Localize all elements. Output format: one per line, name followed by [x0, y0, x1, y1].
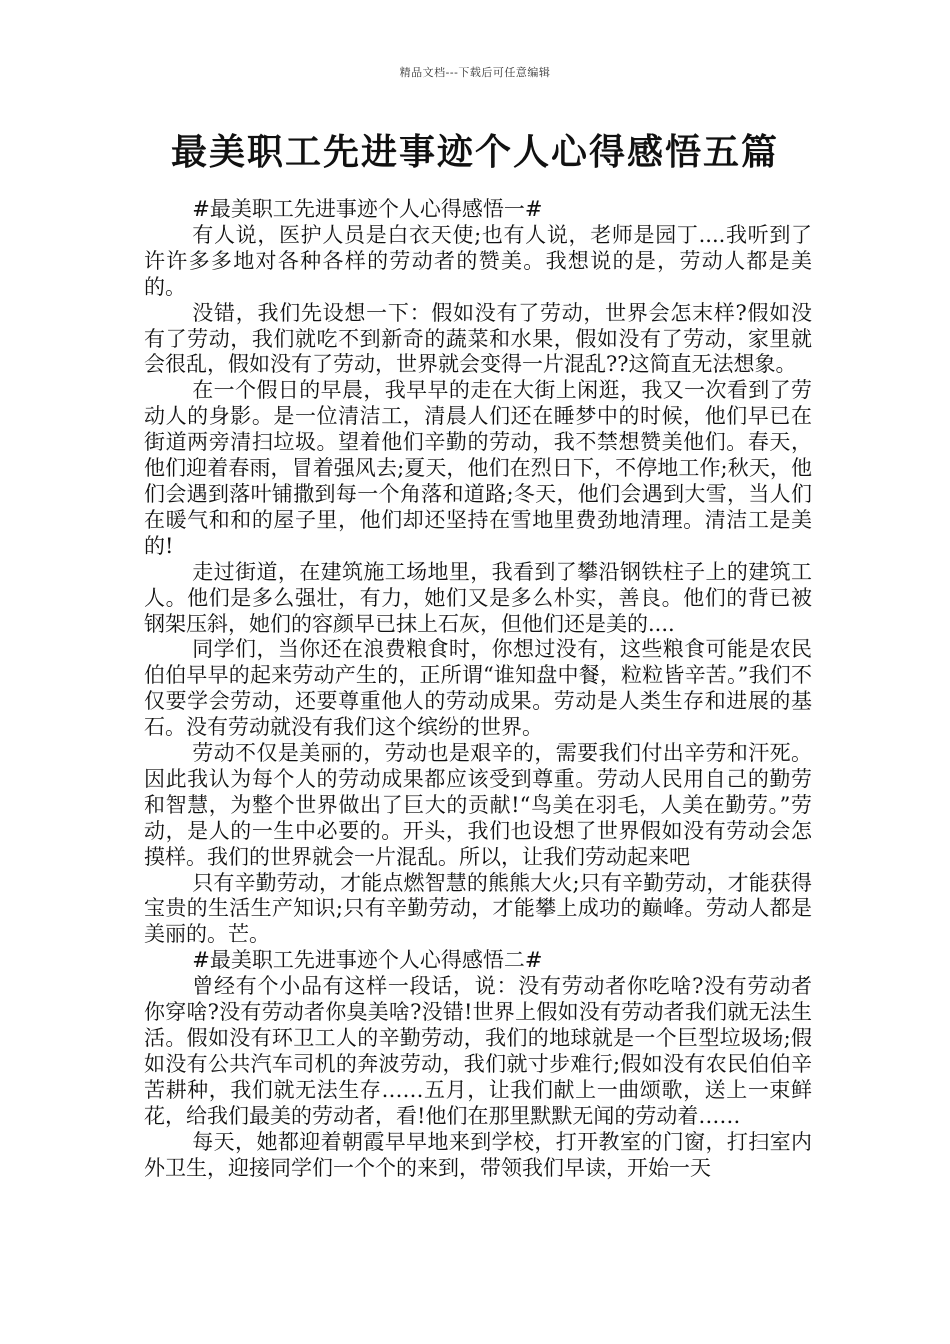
- body-paragraph: 在一个假日的早晨，我早早的走在大街上闲逛，我又一次看到了劳动人的身影。是一位清洁工，清晨人们还在睡梦中的时候，他们早已在街道两旁清扫垃圾。望着他们辛勤的劳动，我不禁想赞美他们。春天，他们迎着春雨，冒着强风去;夏天，他们在烈日下，不停地工作;秋天，他们会遇到落叶铺撒到每一个角落和道路;冬天，他们会遇到大雪，当人们在暖气和和的屋子里，他们却还坚持在雪地里费劲地清理。清洁工是美的!: [144, 378, 812, 558]
- section-heading: #最美职工先进事迹个人心得感悟一#: [192, 197, 543, 221]
- document-body: [144, 197, 812, 1181]
- body-paragraph: 走过街道，在建筑施工场地里，我看到了攀沿钢铁柱子上的建筑工人。他们是多么强壮，有力，她们又是多么朴实，善良。他们的背已被钢架压斜，她们的容颜早已抹上石灰，但他们还是美的....: [144, 559, 812, 636]
- body-paragraph: 只有辛勤劳动，才能点燃智慧的熊熊大火;只有辛勤劳动，才能获得宝贵的生活生产知识;只有辛勤劳动，才能攀上成功的巅峰。劳动人都是美丽的。芒。: [144, 870, 812, 947]
- body-paragraph: 劳动不仅是美丽的，劳动也是艰辛的，需要我们付出辛劳和汗死。因此我认为每个人的劳动成果都应该受到尊重。劳动人民用自己的勤劳和智慧，为整个世界做出了巨大的贡献!“鸟美在羽毛，人美在勤劳。”劳动，是人的一生中必要的。开头，我们也设想了世界假如没有劳动会怎摸样。我们的世界就会一片混乱。所以，让我们劳动起来吧: [144, 741, 812, 869]
- body-paragraph: 同学们，当你还在浪费粮食时，你想过没有，这些粮食可能是农民伯伯早早的起来劳动产生的，正所谓“谁知盘中餐，粒粒皆辛苦。”我们不仅要学会劳动，还要尊重他人的劳动成果。劳动是人类生存和进展的基石。没有劳动就没有我们这个缤纷的世界。: [144, 637, 812, 740]
- body-paragraph: 有人说，医护人员是白衣天使;也有人说，老师是园丁....我听到了许许多多地对各种各样的劳动者的赞美。我想说的是，劳动人都是美的。: [144, 222, 812, 299]
- document-title: 最美职工先进事迹个人心得感悟五篇: [170, 131, 779, 173]
- body-paragraph: 曾经有个小品有这样一段话，说：没有劳动者你吃啥?没有劳动者你穿啥?没有劳动者你臭美啥?没错!世界上假如没有劳动者我们就无法生活。假如没有环卫工人的辛勤劳动，我们的地球就是一个巨型垃圾场;假如没有公共汽车司机的奔波劳动，我们就寸步难行;假如没有农民伯伯辛苦耕种，我们就无法生存……五月，让我们献上一曲颂歌，送上一束鲜花，给我们最美的劳动者，看!他们在那里默默无闻的劳动着……: [144, 974, 812, 1128]
- section-heading: #最美职工先进事迹个人心得感悟二#: [192, 948, 543, 973]
- body-paragraph: 没错，我们先设想一下：假如没有了劳动，世界会怎末样?假如没有了劳动，我们就吃不到新奇的蔬菜和水果，假如没有了劳动，家里就会很乱，假如没有了劳动，世界就会变得一片混乱??这简直无法想象。: [144, 300, 812, 377]
- header-note: 精品文档---下载后可任意编辑: [399, 66, 551, 79]
- body-paragraph: 每天，她都迎着朝霞早早地来到学校，打开教室的门窗，打扫室内外卫生，迎接同学们一个个的来到，带领我们早读，开始一天: [144, 1129, 812, 1180]
